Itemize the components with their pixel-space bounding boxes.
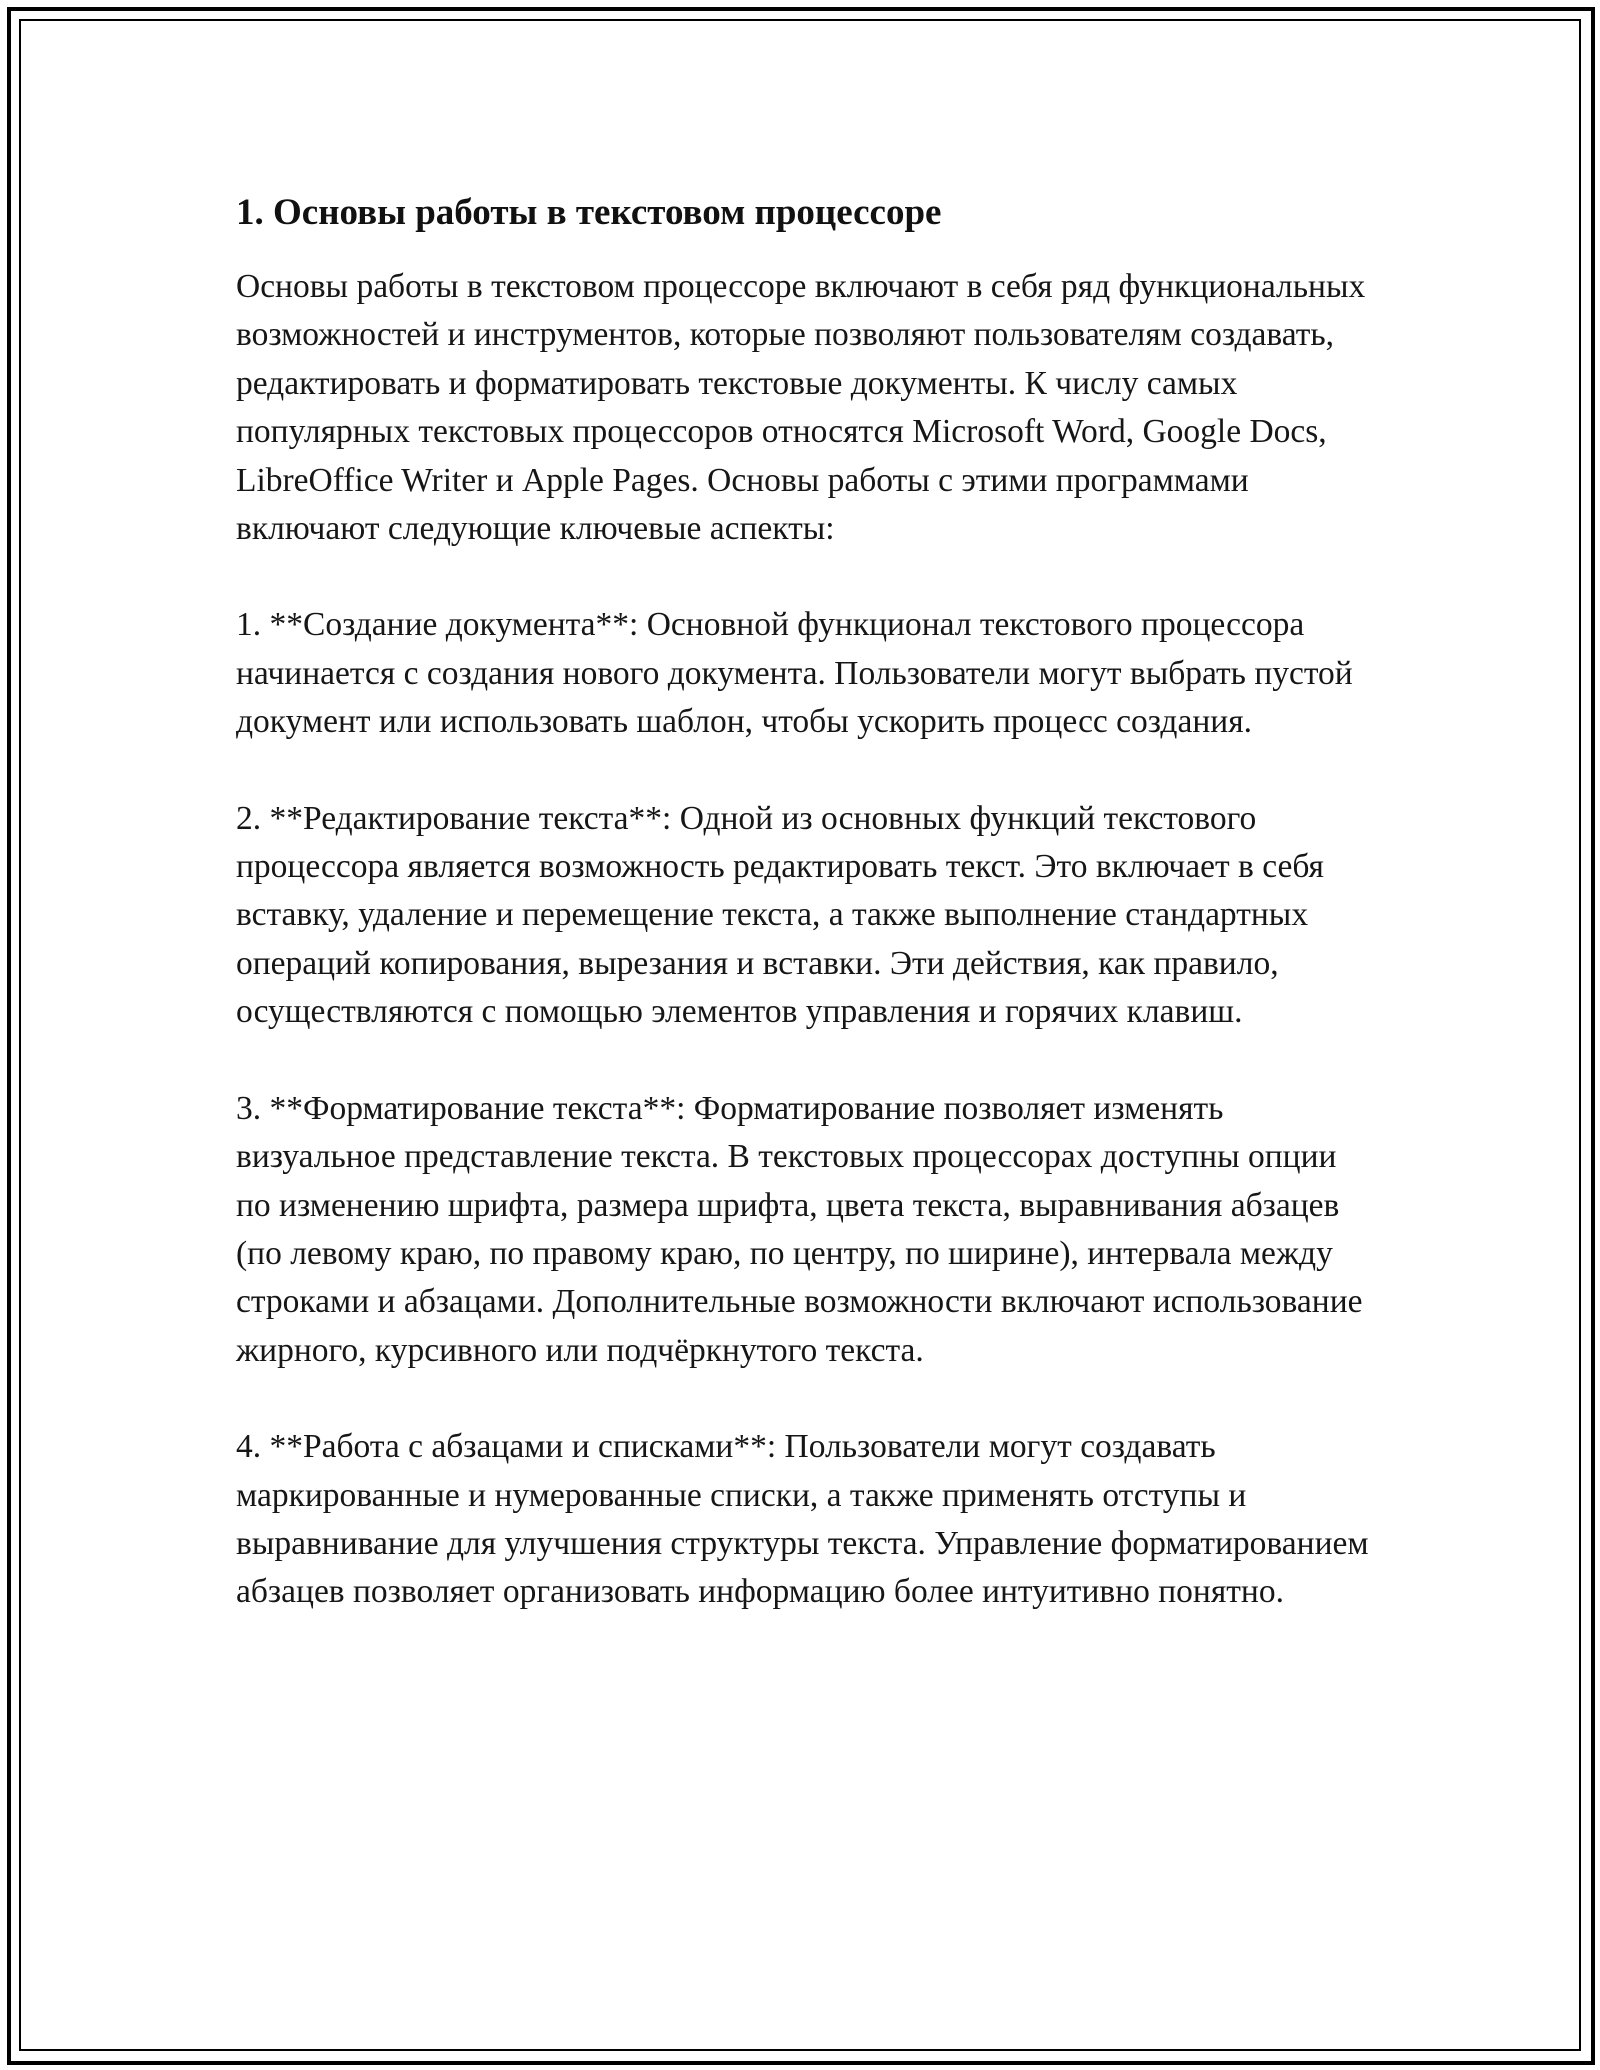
list-item-formatting-text: 3. **Форматирование текста**: Форматирование позволяет изменять визуальное представление текста. В текстовых процессорах доступны опции по изменению шрифта, размера шрифта, цвета текста, выравнивания абзацев (по левому краю, по правому краю, по центру, по ширине), интервала между строками и абзацами. Дополнительные возможности включают использование жирного, курсивного или подчёркнутого текста. [236,1089,1371,1369]
document-body [236,185,1376,1665]
section-heading: 1. Основы работы в текстовом процессоре [236,192,942,233]
list-item-creating-document: 1. **Создание документа**: Основной функционал текстового процессора начинается с создания нового документа. Пользователи могут выбрать пустой документ или использовать шаблон, чтобы ускорить процесс создания. [236,606,1362,741]
list-item-editing-text: 2. **Редактирование текста**: Одной из основных функций текстового процессора является возможность редактировать текст. Это включает в себя вставку, удаление и перемещение текста, а также выполнение стандартных операций копирования, вырезания и вставки. Эти действия, как правило, осуществляются с помощью элементов управления и горячих клавиш. [236,799,1333,1031]
list-item-paragraphs-lists: 4. **Работа с абзацами и списками**: Пользователи могут создавать маркированные и нумерованные списки, а также применять отступы и выравнивание для улучшения структуры текста. Управление форматированием абзацев позволяет организовать информацию более интуитивно понятно. [236,1428,1377,1611]
intro-paragraph: Основы работы в текстовом процессоре включают в себя ряд функциональных возможностей и инструментов, которые позволяют пользователям создавать, редактировать и форматировать текстовые документы. К числу самых популярных текстовых процессоров относятся Microsoft Word, Google Docs, LibreOffice Writer и Apple Pages. Основы работы с этими программами включают следующие ключевые аспекты: [236,268,1374,548]
